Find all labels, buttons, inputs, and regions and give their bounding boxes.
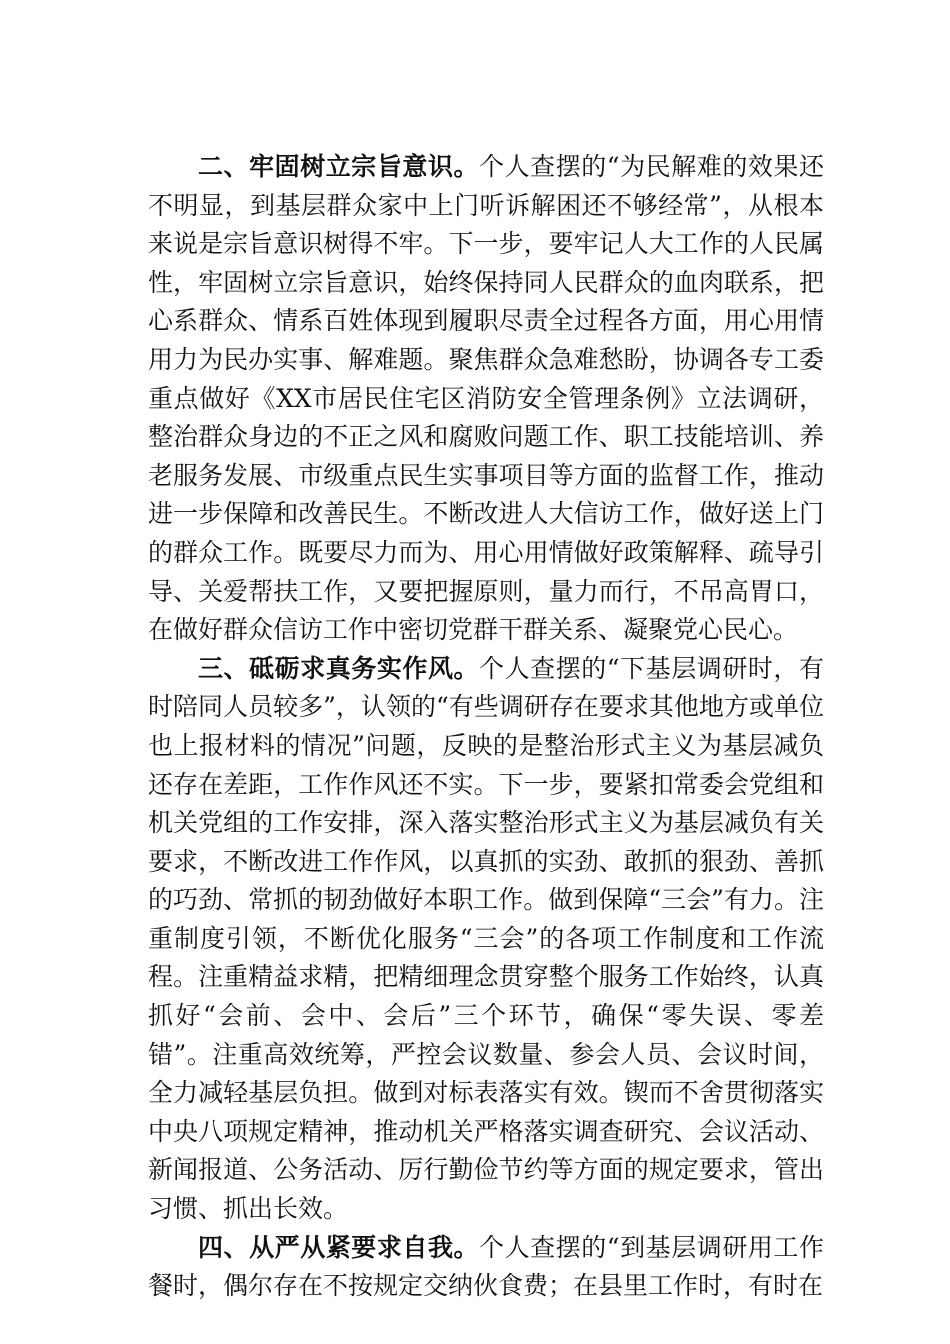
section-three-text: 个人查摆的“下基层调研时，有时陪同人员较多”，认领的“有些调研存在要求其他地方或单位也上报材料的情况”问题，反映的是整治形式主义为基层减负还存在差距，工作作风还不实。下一步，要紧扣常委会党组和机关党组的工作安排，深入落实整治形式主义为基层减负有关要求，不断改进工作作风，以真抓的实劲、敢抓的狠劲、善抓的巧劲、常抓的韧劲做好本职工作。做到保障“三会”有力。注重制度引领，不断优化服务“三会”的各项工作制度和工作流程。注重精益求精，把精细理念贯穿整个服务工作始终，认真抓好“会前、会中、会后”三个环节，确保“零失误、零差错”。注重高效统筹，严控会议数量、参会人员、会议时间，全力减轻基层负担。做到对标表落实有效。锲而不舍贯彻落实中央八项规定精神，推动机关严格落实调查研究、会议活动、新闻报道、公务活动、厉行勤俭节约等方面的规定要求，管出习惯、抓出长效。 <box>148 653 824 1224</box>
paragraph-section-three <box>148 650 824 1229</box>
section-two-heading: 二、牢固树立宗旨意识。 <box>198 152 480 181</box>
section-three-heading: 三、砥砺求真务实作风。 <box>198 653 480 683</box>
document-body <box>148 148 824 1306</box>
section-four-text: 个人查摆的“到基层调研用工作餐时，偶尔存在不按规定交纳伙食费；在县里工作时，有时在 <box>148 1232 824 1301</box>
paragraph-section-four <box>148 1229 824 1306</box>
section-two-text: 个人查摆的“为民解难的效果还不明显，到基层群众家中上门听诉解困还不够经常”，从根本来说是宗旨意识树得不牢。下一步，要牢记人大工作的人民属性，牢固树立宗旨意识，始终保持同人民群众的血肉联系，把心系群众、情系百姓体现到履职尽责全过程各方面，用心用情用力为民办实事、解难题。聚焦群众急难愁盼，协调各专工委重点做好《XX市居民住宅区消防安全管理条例》立法调研，整治群众身边的不正之风和腐败问题工作、职工技能培训、养老服务发展、市级重点民生实事项目等方面的监督工作，推动进一步保障和改善民生。不断改进人大信访工作，做好送上门的群众工作。既要尽力而为、用心用情做好政策解释、疏导引导、关爱帮扶工作，又要把握原则，量力而行，不吊高胃口，在做好群众信访工作中密切党群干群关系、凝聚党心民心。 <box>148 152 824 645</box>
section-four-heading: 四、从严从紧要求自我。 <box>198 1232 480 1262</box>
paragraph-section-two <box>148 148 824 650</box>
